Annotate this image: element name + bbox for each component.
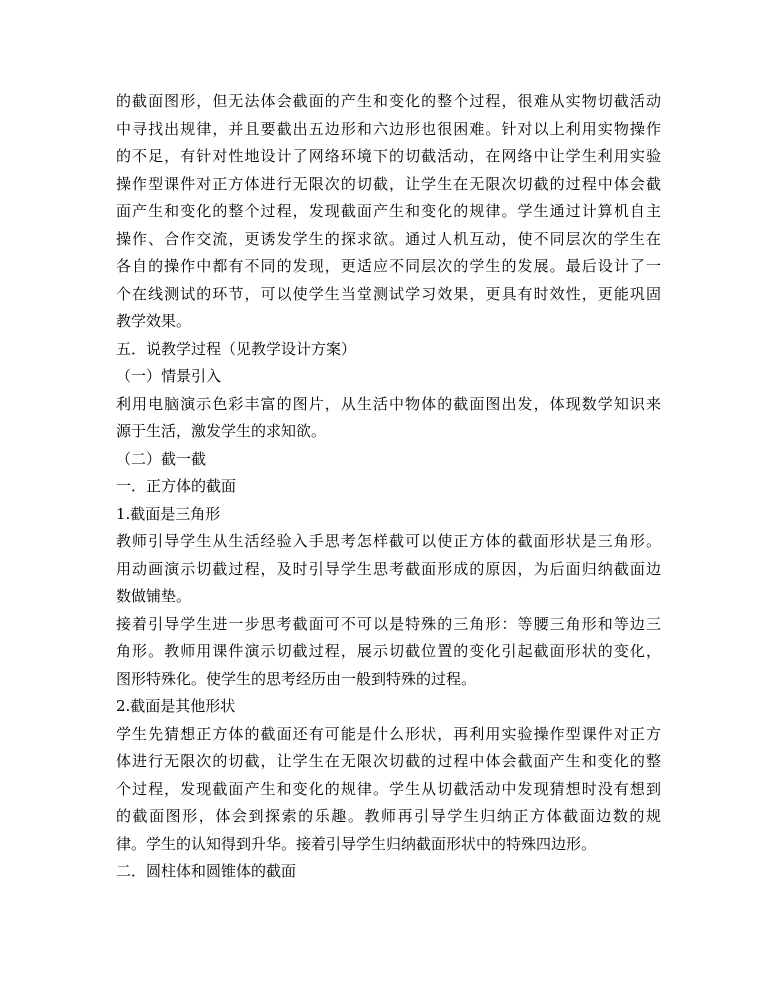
text-line: 操作、合作交流，更诱发学生的探求欲。通过人机互动，使不同层次的学生在 — [116, 229, 661, 248]
text-line: 一．正方体的截面 — [116, 477, 237, 495]
text-line: 1.截面是三角形 — [116, 504, 221, 523]
text-line: 律。学生的认知得到升华。接着引导学生归纳截面形状中的特殊四边形。 — [116, 834, 597, 853]
text-line: 的截面图形，体会到探索的乐趣。教师再引导学生归纳正方体截面边数的规 — [116, 807, 661, 825]
text-line: 个过程，发现截面产生和变化的规律。学生从切截活动中发现猜想时没有想到 — [116, 779, 661, 798]
text-line: 面产生和变化的整个过程，发现截面产生和变化的规律。学生通过计算机自主 — [116, 202, 661, 220]
text-line: 图形特殊化。使学生的思考经历由一般到特殊的过程。 — [116, 669, 477, 688]
text-line: （二）截一截 — [116, 449, 207, 468]
text-line: 教学效果。 — [116, 312, 192, 330]
text-line: 用动画演示切截过程，及时引导学生思考截面形成的原因，为后面归纳截面边 — [116, 559, 661, 578]
text-line: 的截面图形，但无法体会截面的产生和变化的整个过程，很难从实物切截活动 — [116, 92, 661, 110]
text-line: 五．说教学过程（见教学设计方案） — [116, 339, 357, 358]
text-line: 接着引导学生进一步思考截面可不可以是特殊的三角形：等腰三角形和等边三 — [116, 614, 661, 633]
document-body — [116, 88, 661, 886]
text-line: 利用电脑演示色彩丰富的图片，从生活中物体的截面图出发，体现数学知识来 — [116, 394, 661, 413]
text-line: 数做铺垫。 — [116, 587, 192, 605]
text-line: 个在线测试的环节，可以使学生当堂测试学习效果，更具有时效性，更能巩固 — [116, 284, 661, 303]
text-line: 中寻找出规律，并且要截出五边形和六边形也很困难。针对以上利用实物操作 — [116, 119, 661, 138]
text-line: 教师引导学生从生活经验入手思考怎样截可以使正方体的截面形状是三角形。 — [116, 532, 661, 550]
text-line: 学生先猜想正方体的截面还有可能是什么形状，再利用实验操作型课件对正方 — [116, 724, 661, 743]
text-line: 体进行无限次的切截，让学生在无限次切截的过程中体会截面产生和变化的整 — [116, 752, 661, 770]
text-line: 2.截面是其他形状 — [116, 697, 236, 715]
text-line: 二．圆柱体和圆锥体的截面 — [116, 862, 297, 880]
text-line: 的不足，有针对性地设计了网络环境下的切截活动，在网络中让学生利用实验 — [116, 147, 661, 165]
text-line: （一）情景引入 — [116, 367, 222, 385]
text-line: 角形。教师用课件演示切截过程，展示切截位置的变化引起截面形状的变化， — [116, 642, 661, 660]
text-line: 各自的操作中都有不同的发现，更适应不同层次的学生的发展。最后设计了一 — [116, 257, 661, 275]
text-line: 操作型课件对正方体进行无限次的切截，让学生在无限次切截的过程中体会截 — [116, 174, 661, 193]
text-line: 源于生活，激发学生的求知欲。 — [116, 422, 327, 440]
